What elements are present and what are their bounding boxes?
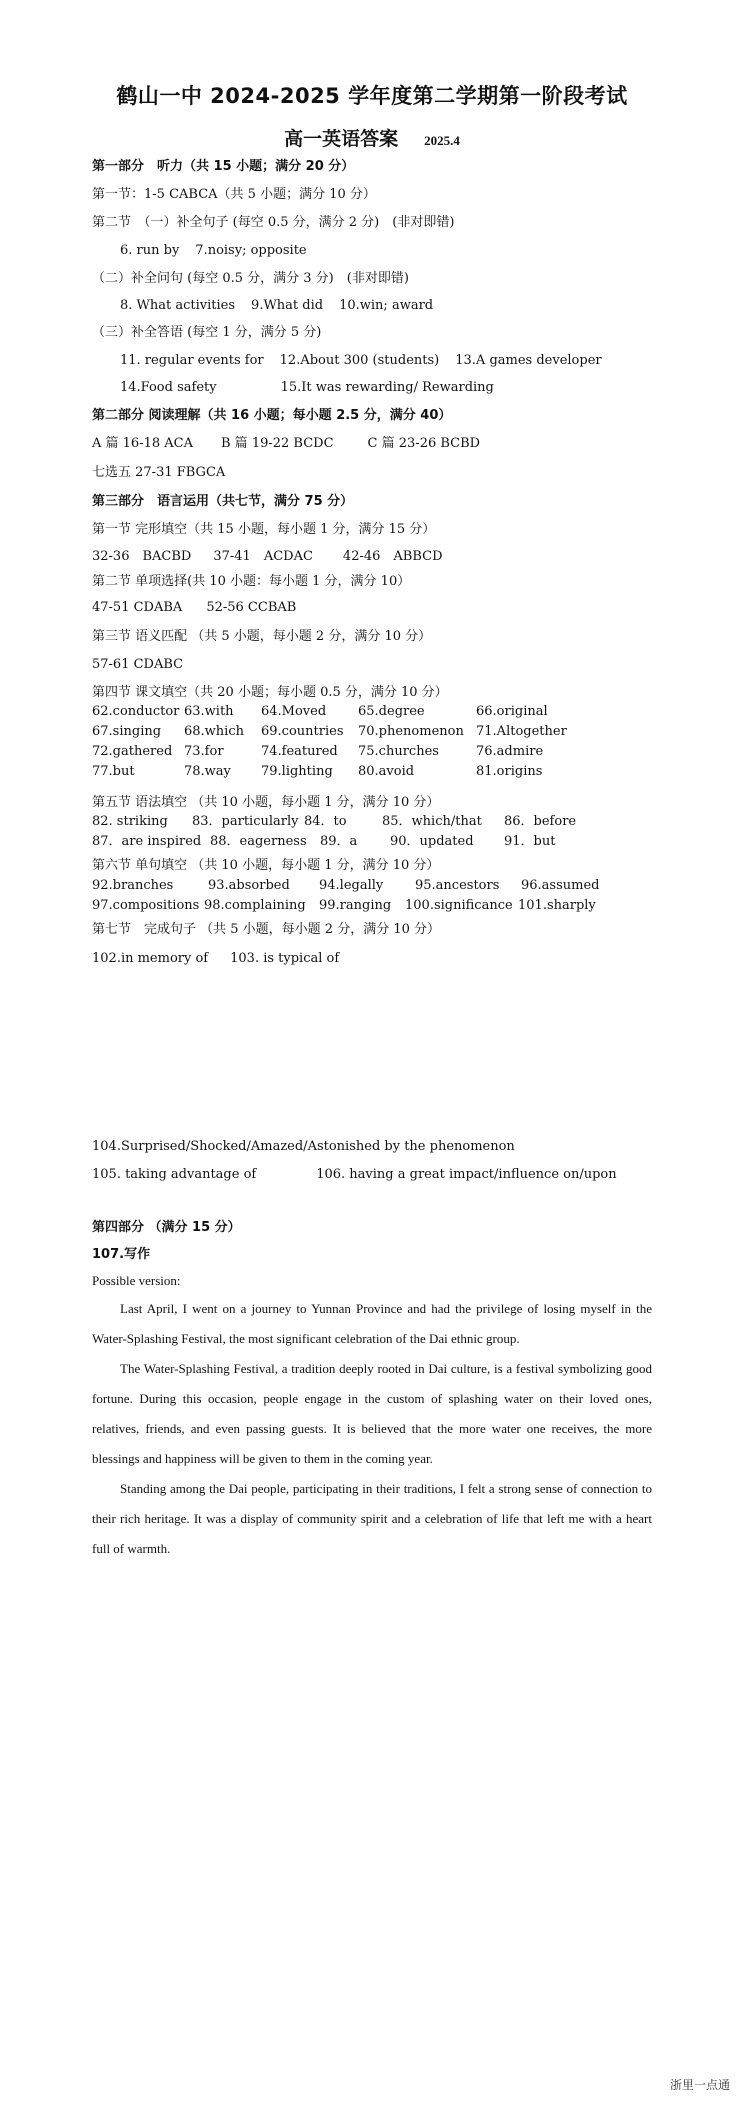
section5-cell: 91．but xyxy=(504,834,556,849)
section4-cell: 63.with xyxy=(184,704,234,719)
part1-subsection3: （三）补全答语 (每空 1 分，满分 5 分) xyxy=(92,325,322,340)
answer-6: 6. run by xyxy=(120,243,180,258)
answer-12: 12.About 300 (students) xyxy=(279,353,440,368)
answer-103: 103. is typical of xyxy=(230,951,340,966)
answer-10: 10.win; award xyxy=(339,298,434,313)
section4-cell: 80.avoid xyxy=(358,764,415,779)
section4-cell: 74.featured xyxy=(261,744,338,759)
exam-title: 鹤山一中 2024-2025 学年度第二学期第一阶段考试 xyxy=(116,84,628,108)
section5-row xyxy=(92,812,652,832)
section5-cell: 85．which/that xyxy=(382,814,482,829)
answers-102-103-line xyxy=(92,950,339,968)
section1-title: 第一节 完形填空（共 15 小题，每小题 1 分，满分 15 分） xyxy=(92,522,436,537)
answer-9: 9.What did xyxy=(251,298,324,313)
section5-cell: 84．to xyxy=(304,814,347,829)
section5-title: 第五节 语法填空 （共 10 小题，每小题 1 分，满分 10 分） xyxy=(92,795,440,810)
answer-14-15-line xyxy=(120,379,494,397)
section4-cell: 68.which xyxy=(184,724,244,739)
section6-cell: 96.assumed xyxy=(521,878,600,893)
section4-cell: 77.but xyxy=(92,764,135,779)
answers-105-106-line xyxy=(92,1166,617,1184)
part2-heading: 第二部分 阅读理解（共 16 小题；每小题 2.5 分，满分 40） xyxy=(92,408,452,423)
answer-14: 14.Food safety xyxy=(120,380,217,395)
section4-row xyxy=(92,722,652,742)
section6-title: 第六节 单句填空 （共 10 小题，每小题 1 分，满分 10 分） xyxy=(92,858,440,873)
section1-answers-line xyxy=(92,548,443,566)
section6-cell: 95.ancestors xyxy=(415,878,500,893)
passage-a-answers: A 篇 16-18 ACA xyxy=(92,436,193,451)
section4-cell: 67.singing xyxy=(92,724,162,739)
answers-32-36: 32-36 BACBD xyxy=(92,549,192,564)
section6-cell: 99.ranging xyxy=(319,898,392,913)
part1-section2: 第二节 （一）补全句子 (每空 0.5 分，满分 2 分) (非对即错) xyxy=(92,215,455,230)
essay-paragraph: Last April, I went on a journey to Yunnan Province and had the privilege of losing myself in the Water-Splashing Festival, the most significant celebration of the Dai ethnic group. xyxy=(92,1301,652,1346)
part1-heading: 第一部分 听力（共 15 小题；满分 20 分） xyxy=(92,159,355,174)
section4-title: 第四节 课文填空（共 20 小题；每小题 0.5 分，满分 10 分） xyxy=(92,685,448,700)
passage-c-answers: C 篇 23-26 BCBD xyxy=(367,436,481,451)
watermark-text: 浙里一点通 xyxy=(669,2078,730,2092)
section6-cell: 93.absorbed xyxy=(208,878,290,893)
section6-row xyxy=(92,876,652,896)
section5-cell: 90．updated xyxy=(390,834,474,849)
section2-answers-line xyxy=(92,599,296,617)
part2-answers-line xyxy=(92,435,480,453)
answer-8-10-line xyxy=(120,297,433,315)
section4-cell: 65.degree xyxy=(358,704,425,719)
section4-cell: 62.conductor xyxy=(92,704,180,719)
section4-cell: 69.countries xyxy=(261,724,344,739)
section6-cell: 92.branches xyxy=(92,878,174,893)
section4-cell: 78.way xyxy=(184,764,231,779)
subtitle-text: 高一英语答案 xyxy=(284,128,399,150)
section5-cell: 82. striking xyxy=(92,814,168,829)
section6-answer-grid xyxy=(92,876,652,916)
section4-cell: 75.churches xyxy=(358,744,439,759)
section4-cell: 71.Altogether xyxy=(476,724,567,739)
section4-cell: 81.origins xyxy=(476,764,543,779)
answer-8: 8. What activities xyxy=(120,298,236,313)
section5-row xyxy=(92,832,652,852)
section6-cell: 100.significance xyxy=(405,898,513,913)
passage-b-answers: B 篇 19-22 BCDC xyxy=(221,436,334,451)
section2-title: 第二节 单项选择(共 10 小题：每小题 1 分，满分 10） xyxy=(92,574,411,589)
answer-102: 102.in memory of xyxy=(92,951,209,966)
answer-13: 13.A games developer xyxy=(455,353,602,368)
answer-104: 104.Surprised/Shocked/Amazed/Astonished by the phenomenon xyxy=(92,1139,515,1154)
answer-6-7-line xyxy=(120,242,307,260)
section5-answer-grid xyxy=(92,812,652,852)
sample-essay xyxy=(92,1294,652,1564)
section6-row xyxy=(92,896,652,916)
section4-cell: 64.Moved xyxy=(261,704,327,719)
part1-subsection2: （二）补全问句 (每空 0.5 分，满分 3 分) (非对即错) xyxy=(92,271,409,286)
section4-cell: 66.original xyxy=(476,704,548,719)
section6-cell: 94.legally xyxy=(319,878,384,893)
exam-subtitle xyxy=(0,124,744,151)
question-107-label: 107.写作 xyxy=(92,1247,151,1262)
answer-11: 11. regular events for xyxy=(120,353,264,368)
section5-cell: 89．a xyxy=(320,834,358,849)
section4-cell: 79.lighting xyxy=(261,764,333,779)
part3-heading: 第三部分 语言运用（共七节，满分 75 分） xyxy=(92,494,354,509)
answer-105: 105. taking advantage of xyxy=(92,1167,257,1182)
answer-106: 106. having a great impact/influence on/upon xyxy=(316,1167,617,1182)
section5-cell: 87．are inspired xyxy=(92,834,202,849)
answers-52-56: 52-56 CCBAB xyxy=(206,600,297,615)
section4-cell: 70.phenomenon xyxy=(358,724,464,739)
exam-date: 2025.4 xyxy=(424,133,460,148)
section4-row xyxy=(92,702,652,722)
part1-section1: 第一节：1-5 CABCA（共 5 小题；满分 10 分） xyxy=(92,187,376,202)
answers-47-51: 47-51 CDABA xyxy=(92,600,183,615)
section4-answer-grid xyxy=(92,702,652,782)
section4-cell: 72.gathered xyxy=(92,744,173,759)
section3-title: 第三节 语义匹配 （共 5 小题，每小题 2 分，满分 10 分） xyxy=(92,629,432,644)
answer-11-13-line xyxy=(120,352,602,370)
section6-cell: 98.complaining xyxy=(204,898,306,913)
section4-row xyxy=(92,742,652,762)
answers-42-46: 42-46 ABBCD xyxy=(342,549,443,564)
section5-cell: 86．before xyxy=(504,814,577,829)
answer-15: 15.It was rewarding/ Rewarding xyxy=(280,380,494,395)
seven-choose-five-answers: 七选五 27-31 FBGCA xyxy=(92,465,226,480)
answer-7: 7.noisy; opposite xyxy=(195,243,307,258)
answers-37-41: 37-41 ACDAC xyxy=(213,549,313,564)
section4-cell: 73.for xyxy=(184,744,224,759)
section5-cell: 88．eagerness xyxy=(210,834,307,849)
part4-heading: 第四部分 （满分 15 分） xyxy=(92,1220,241,1235)
possible-version-label: Possible version: xyxy=(92,1273,181,1288)
essay-paragraph: Standing among the Dai people, participating in their traditions, I felt a strong sense of connection to their rich heritage. It was a display of community spirit and a celebration of life that left me with a heart full of warmth. xyxy=(92,1481,652,1556)
section4-cell: 76.admire xyxy=(476,744,544,759)
section6-cell: 101.sharply xyxy=(518,898,596,913)
essay-paragraph: The Water-Splashing Festival, a tradition deeply rooted in Dai culture, is a festival symbolizing good fortune. During this occasion, people engage in the custom of splashing water on their loved ones, relatives, friends, and even passing guests. It is believed that the more water one receives, the more blessings and happiness will be given to them in the coming year. xyxy=(92,1361,652,1466)
answers-57-61: 57-61 CDABC xyxy=(92,657,184,672)
section4-row xyxy=(92,762,652,782)
section6-cell: 97.compositions xyxy=(92,898,200,913)
section7-title: 第七节 完成句子 （共 5 小题，每小题 2 分，满分 10 分） xyxy=(92,922,441,937)
section5-cell: 83．particularly xyxy=(192,814,299,829)
